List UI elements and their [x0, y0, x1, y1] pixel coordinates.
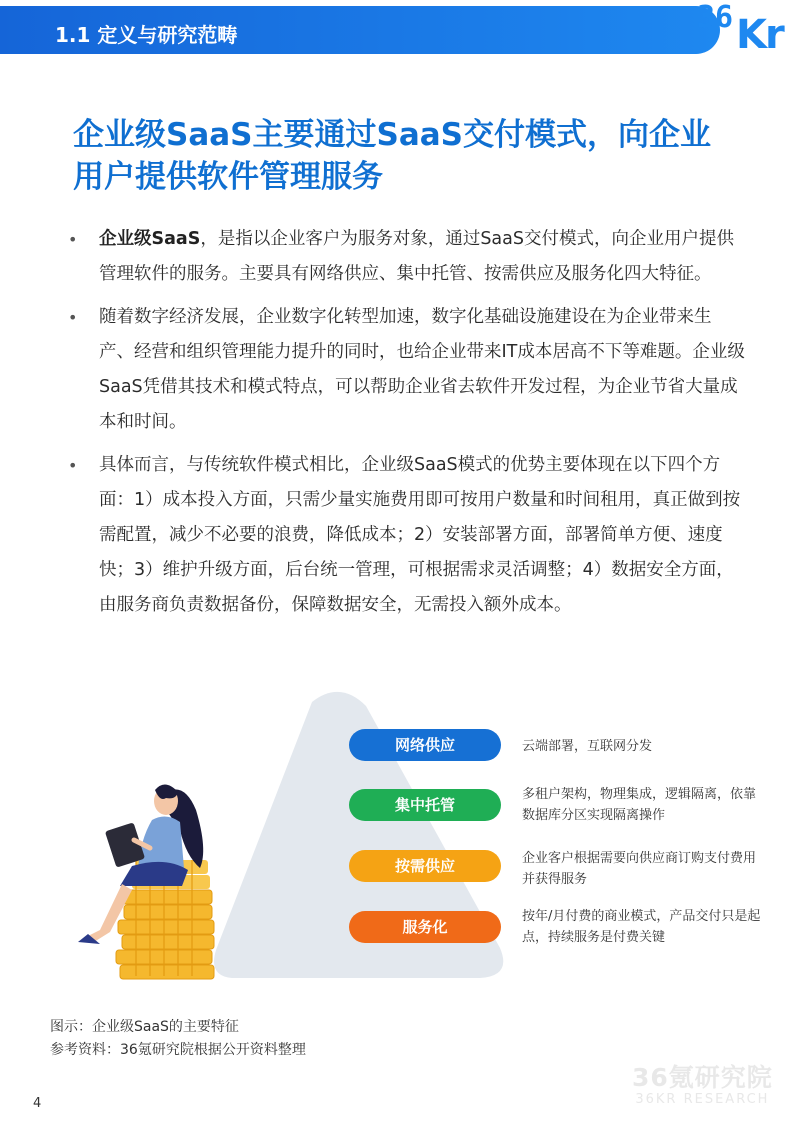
feature-pill-centralized-hosting: 集中托管 — [349, 789, 501, 821]
page-title: 企业级SaaS主要通过SaaS交付模式，向企业用户提供软件管理服务 — [73, 117, 711, 195]
feature-pill-on-demand-supply: 按需供应 — [349, 850, 501, 882]
bullet-text: ，是指以企业客户为服务对象，通过SaaS交付模式，向企业用户提供管理软件的服务。主要具有网络供应、集中托管、按需供应及服务化四大特征。 — [99, 229, 734, 284]
watermark-en: 36KR RESEARCH — [635, 1092, 770, 1107]
section-header-bar — [0, 6, 720, 54]
feature-desc-centralized-hosting: 多租户架构，物理集成，逻辑隔离，依靠数据库分区实现隔离操作 — [522, 787, 757, 823]
bullet-item — [66, 300, 746, 440]
brand-logo: 36 Kr — [697, 0, 783, 58]
bullet-text: 具体而言，与传统软件模式相比，企业级SaaS模式的优势主要体现在以下四个方面：1）成本投入方面，只需少量实施费用即可按用户数量和时间租用，真正做到按需配置，减少不必要的浪费，降低成本；2）安装部署方面，部署简单方便、速度快；3）维护升级方面，后台统一管理，可根据需求灵活调整；4）数据安全方面，由服务商负责数据备份，保障数据安全，无需投入额外成本。 — [99, 455, 741, 615]
figure-caption — [50, 1016, 306, 1062]
feature-desc-servitization: 按年/月付费的商业模式，产品交付只是起点，持续服务是付费关键 — [522, 909, 761, 945]
section-title: 1.1 定义与研究范畴 — [55, 23, 238, 47]
bullet-dot-icon: • — [68, 308, 78, 327]
feature-desc-on-demand-supply: 企业客户根据需要向供应商订购支付费用并获得服务 — [522, 851, 757, 887]
bullet-dot-icon: • — [68, 456, 78, 475]
feature-pill-servitization: 服务化 — [349, 911, 501, 943]
watermark — [632, 1058, 773, 1107]
bullet-text: 随着数字经济发展，企业数字化转型加速，数字化基础设施建设在为企业带来生产、经营和组织管理能力提升的同时，也给企业带来IT成本居高不下等难题。企业级SaaS凭借其技术和模式特点，可以帮助企业省去软件开发过程，为企业节省大量成本和时间。 — [99, 307, 745, 432]
bullet-item — [66, 448, 746, 623]
bullet-list — [66, 222, 746, 631]
saas-features-figure — [0, 680, 794, 1000]
page-number: 4 — [33, 1096, 42, 1111]
figure-caption-title: 图示：企业级SaaS的主要特征 — [50, 1019, 239, 1035]
bullet-dot-icon: • — [68, 230, 78, 249]
watermark-cn: 36氪研究院 — [632, 1063, 773, 1092]
feature-desc-network-supply: 云端部署，互联网分发 — [522, 739, 653, 754]
bullet-item — [66, 222, 746, 292]
pyramid-illustration — [0, 680, 794, 1000]
figure-caption-source: 参考资料：36氪研究院根据公开资料整理 — [50, 1042, 306, 1058]
bullet-bold-lead: 企业级SaaS — [99, 229, 201, 249]
feature-pill-network-supply: 网络供应 — [349, 729, 501, 761]
